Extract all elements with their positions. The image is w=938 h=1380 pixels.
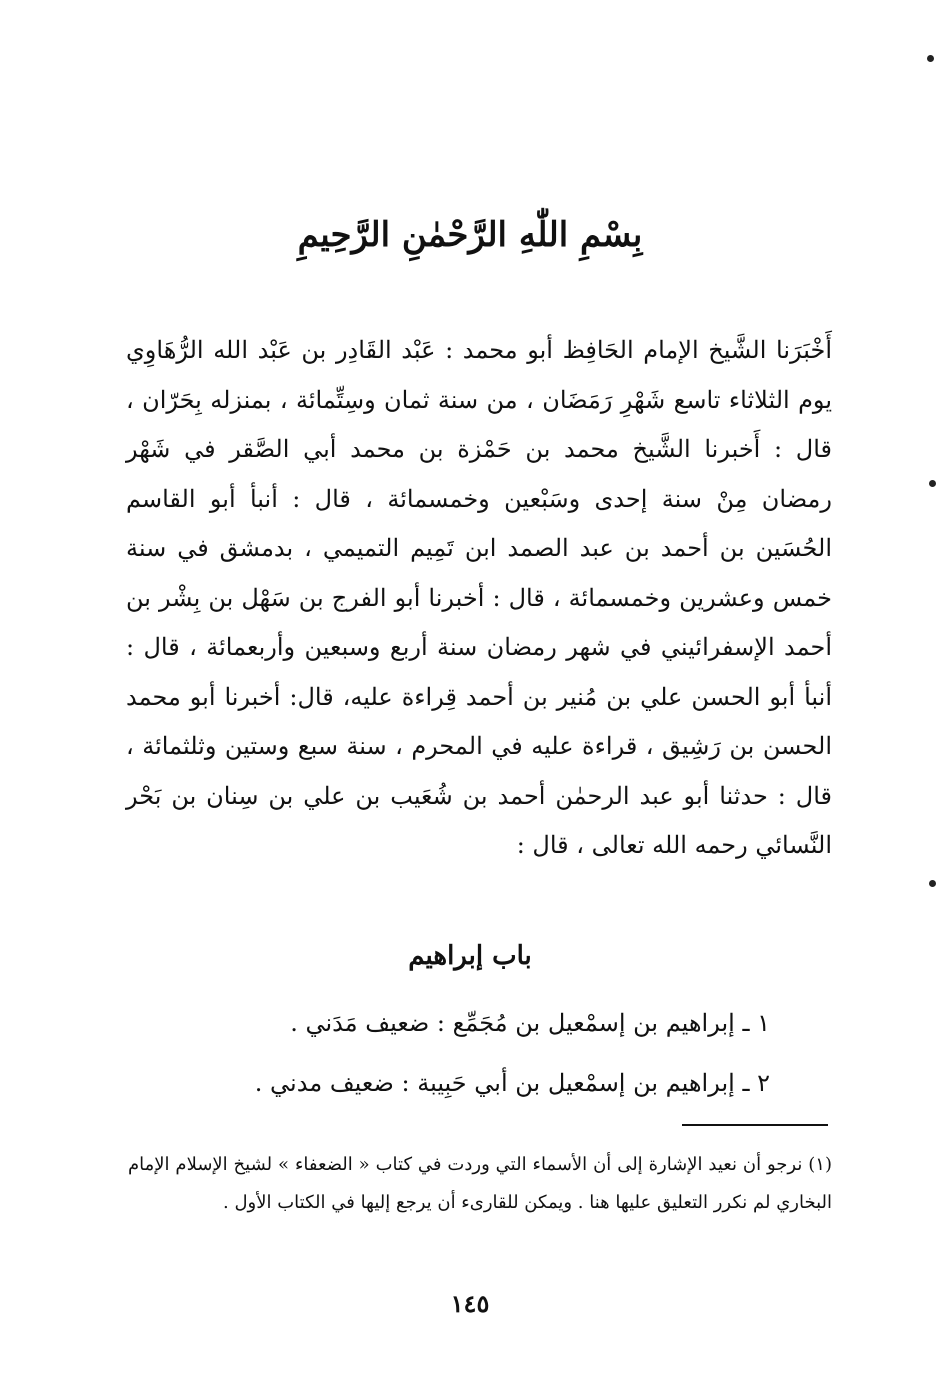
margin-mark xyxy=(929,480,936,487)
isnad-paragraph xyxy=(126,326,832,871)
footnote xyxy=(128,1146,832,1222)
basmala-heading: بِسْمِ اللّٰهِ الرَّحْمٰنِ الرَّحِيمِ xyxy=(297,215,643,255)
narrator-entries xyxy=(200,995,770,1115)
footnote-divider xyxy=(682,1124,828,1126)
narrator-entry-2: ٢ ـ إبراهيم بن إسمْعيل بن أبي حَبِيبة : ضعيف مدني . xyxy=(254,1069,770,1097)
chapter-title: باب إبراهيم xyxy=(408,941,532,971)
margin-mark xyxy=(929,880,936,887)
narrator-entry-1: ١ ـ إبراهيم بن إسمْعيل بن مُجَمِّع : ضعيف مَدَني . xyxy=(290,1009,770,1037)
footnote-text: (١) نرجو أن نعيد الإشارة إلى أن الأسماء التي وردت في كتاب « الضعفاء » لشيخ الإسلام الإمام البخاري لم نكرر التعليق عليها هنا . ويمكن للقارىء أن يرجع إليها في الكتاب الأول . xyxy=(128,1154,832,1213)
opening-paragraph-text: أَخْبَرَنا الشَّيخ الإمام الحَافِظ أبو محمد : عَبْد القَادِر بن عَبْد الله الرُّهَاوِي يوم الثلاثاء تاسع شَهْرِ رَمَضَان ، من سنة ثمان وسِتِّمائة ، بمنزله بِحَرّان ، قال : أَخبرنا الشَّيخ محمد بن حَمْزة بن محمد أبي الصَّقر في شَهْر رمضان مِنْ سنة إحدى وسَبْعين وخمسمائة ، قال : أنبأ أبو القاسم الحُسَين بن أحمد بن عبد الصمد ابن تَمِيم التميمي ، بدمشق في سنة خمس وعشرين وخمسمائة ، قال : أخبرنا أبو الفرج بن سَهْل بن بِشْر بن أحمد الإسفرائيني في شهر رمضان سنة أربع وسبعين وأربعمائة ، قال : أنبأ أبو الحسن علي بن مُنير بن أحمد قِراءة عليه، قال: أخبرنا أبو محمد الحسن بن رَشِيق ، قراءة عليه في المحرم ، سنة سبع وستين وثلثمائة ، قال : حدثنا أبو عبد الرحمٰن أحمد بن شُعَيب بن علي بن سِنان بن بَحْر النَّسائي رحمه الله تعالى ، قال : xyxy=(126,336,833,859)
margin-mark xyxy=(927,55,934,62)
page-number: ١٤٥ xyxy=(450,1289,490,1318)
